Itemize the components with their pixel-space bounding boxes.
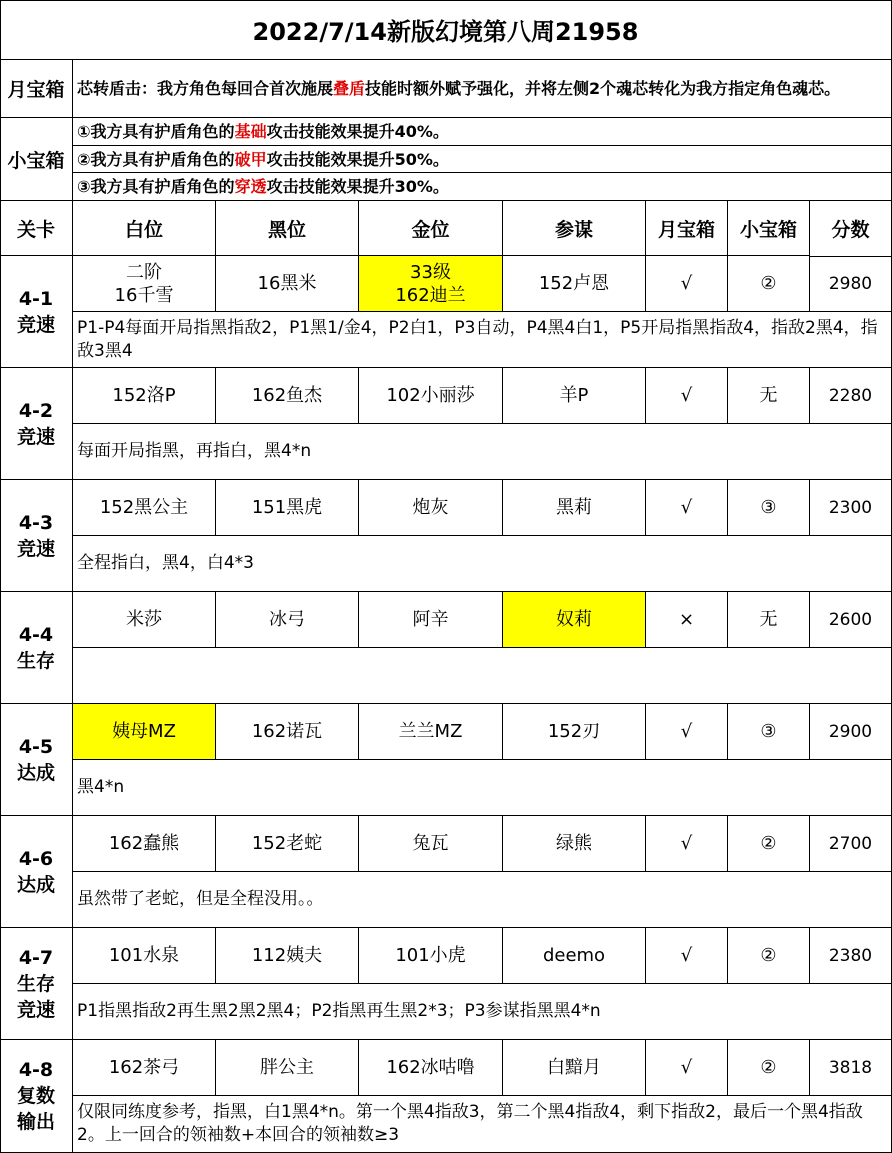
gold-cell[interactable]: 33级 162迪兰: [359, 256, 503, 312]
white-cell[interactable]: 152黑公主: [73, 480, 216, 536]
score-cell[interactable]: 2300: [810, 480, 892, 536]
month-box-cell[interactable]: ×: [646, 592, 728, 648]
gold-cell[interactable]: 兔瓦: [359, 816, 503, 872]
note-cell[interactable]: [73, 648, 892, 704]
level-cell[interactable]: 4-6 达成: [0, 816, 73, 928]
header-small-box[interactable]: 小宝箱: [728, 201, 810, 256]
note-cell[interactable]: 仅限同练度参考，指黑，白1黑4*n。第一个黑4指敌3，第二个黑4指敌4，剩下指敌2，最后一个黑4指敌2。上一回合的领袖数+本回合的领袖数≥3: [73, 1096, 892, 1153]
level-cell[interactable]: 4-7 生存 竞速: [0, 928, 73, 1040]
staff-cell[interactable]: 152卢恩: [503, 256, 646, 312]
score-cell[interactable]: 3818: [810, 1040, 892, 1096]
small-box-cell[interactable]: ②: [728, 816, 810, 872]
staff-cell[interactable]: 羊P: [503, 368, 646, 424]
month-box-keyword: 叠盾: [333, 79, 366, 98]
staff-cell[interactable]: deemo: [503, 928, 646, 984]
month-box-label[interactable]: 月宝箱: [0, 60, 73, 118]
black-cell[interactable]: 胖公主: [216, 1040, 359, 1096]
white-cell[interactable]: 101水泉: [73, 928, 216, 984]
black-cell[interactable]: 冰弓: [216, 592, 359, 648]
black-cell[interactable]: 112姨夫: [216, 928, 359, 984]
month-box-text-b: 技能时额外赋予强化，并将左侧2个魂芯转化为我方指定角色魂芯。: [365, 79, 841, 98]
white-cell[interactable]: 162茶弓: [73, 1040, 216, 1096]
month-box-text-a: 芯转盾击：我方角色每回合首次施展: [77, 79, 334, 98]
gold-cell[interactable]: 102小丽莎: [359, 368, 503, 424]
gold-cell[interactable]: 兰兰MZ: [359, 704, 503, 760]
staff-cell[interactable]: 奴莉: [503, 592, 646, 648]
small-box-cell[interactable]: ②: [728, 256, 810, 312]
header-month-box[interactable]: 月宝箱: [646, 201, 728, 256]
note-cell[interactable]: 每面开局指黑，再指白，黑4*n: [73, 424, 892, 480]
small-box-cell[interactable]: ③: [728, 480, 810, 536]
level-cell[interactable]: 4-2 竞速: [0, 368, 73, 480]
score-cell[interactable]: 2280: [810, 368, 892, 424]
black-cell[interactable]: 16黑米: [216, 256, 359, 312]
gold-cell[interactable]: 阿辛: [359, 592, 503, 648]
level-cell[interactable]: 4-8 复数 输出: [0, 1040, 73, 1153]
month-box-cell[interactable]: √: [646, 816, 728, 872]
month-box-cell[interactable]: √: [646, 928, 728, 984]
small-box-cell[interactable]: 无: [728, 368, 810, 424]
white-cell[interactable]: 152洛P: [73, 368, 216, 424]
white-cell[interactable]: 姨母MZ: [73, 704, 216, 760]
header-gold[interactable]: 金位: [359, 201, 503, 256]
header-black[interactable]: 黑位: [216, 201, 359, 256]
small-box-item[interactable]: ③我方具有护盾角色的穿透攻击技能效果提升30%。: [73, 173, 892, 201]
gold-cell[interactable]: 162冰咕噜: [359, 1040, 503, 1096]
small-box-cell[interactable]: 无: [728, 592, 810, 648]
gold-cell[interactable]: 101小虎: [359, 928, 503, 984]
note-cell[interactable]: 虽然带了老蛇，但是全程没用。。: [73, 872, 892, 928]
white-cell[interactable]: 162蠢熊: [73, 816, 216, 872]
score-cell[interactable]: 2380: [810, 928, 892, 984]
small-box-item[interactable]: ②我方具有护盾角色的破甲攻击技能效果提升50%。: [73, 146, 892, 173]
score-cell[interactable]: 2600: [810, 592, 892, 648]
level-cell[interactable]: 4-1 竞速: [0, 256, 73, 368]
level-cell[interactable]: 4-5 达成: [0, 704, 73, 816]
note-cell[interactable]: 黑4*n: [73, 760, 892, 816]
staff-cell[interactable]: 白黯月: [503, 1040, 646, 1096]
black-cell[interactable]: 162鱼杰: [216, 368, 359, 424]
white-cell[interactable]: 二阶 16千雪: [73, 256, 216, 312]
header-staff[interactable]: 参谋: [503, 201, 646, 256]
black-cell[interactable]: 151黑虎: [216, 480, 359, 536]
black-cell[interactable]: 162诺瓦: [216, 704, 359, 760]
month-box-cell[interactable]: √: [646, 256, 728, 312]
small-box-item[interactable]: ①我方具有护盾角色的基础攻击技能效果提升40%。: [73, 118, 892, 146]
staff-cell[interactable]: 绿熊: [503, 816, 646, 872]
level-cell[interactable]: 4-4 生存: [0, 592, 73, 704]
sheet-title[interactable]: 2022/7/14新版幻境第八周21958: [0, 0, 892, 60]
score-cell[interactable]: 2700: [810, 816, 892, 872]
header-score[interactable]: 分数: [810, 201, 892, 257]
black-cell[interactable]: 152老蛇: [216, 816, 359, 872]
small-box-cell[interactable]: ③: [728, 704, 810, 760]
level-cell[interactable]: 4-3 竞速: [0, 480, 73, 592]
staff-cell[interactable]: 152刃: [503, 704, 646, 760]
month-box-text: [77, 77, 840, 100]
month-box-cell[interactable]: √: [646, 480, 728, 536]
month-box-cell[interactable]: √: [646, 368, 728, 424]
score-cell[interactable]: 2900: [810, 704, 892, 760]
header-white[interactable]: 白位: [73, 201, 216, 256]
month-box-cell[interactable]: √: [646, 1040, 728, 1096]
score-cell[interactable]: 2980: [810, 256, 892, 312]
gold-cell[interactable]: 炮灰: [359, 480, 503, 536]
white-cell[interactable]: 米莎: [73, 592, 216, 648]
small-box-label[interactable]: 小宝箱: [0, 118, 73, 201]
note-cell[interactable]: 全程指白，黑4，白4*3: [73, 536, 892, 592]
note-cell[interactable]: P1指黑指敌2再生黑2黑2黑4；P2指黑再生黑2*3；P3参谋指黑黑4*n: [73, 984, 892, 1040]
small-box-cell[interactable]: ②: [728, 928, 810, 984]
small-box-cell[interactable]: ②: [728, 1040, 810, 1096]
month-box-description[interactable]: [73, 60, 892, 118]
staff-cell[interactable]: 黑莉: [503, 480, 646, 536]
note-cell[interactable]: P1-P4每面开局指黑指敌2，P1黑1/金4，P2白1，P3自动，P4黑4白1，P5开局指黑指敌4，指敌2黑4，指敌3黑4: [73, 312, 892, 368]
month-box-cell[interactable]: √: [646, 704, 728, 760]
header-level[interactable]: 关卡: [0, 201, 73, 256]
